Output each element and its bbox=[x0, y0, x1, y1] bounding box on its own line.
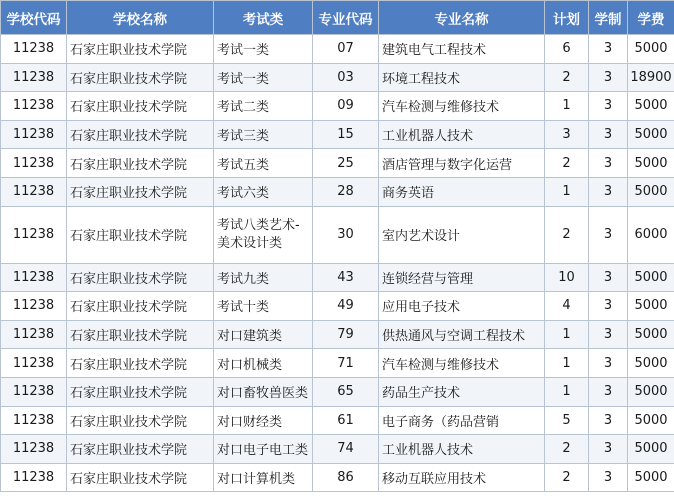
cell-major-code: 28 bbox=[313, 177, 379, 206]
cell-duration: 3 bbox=[589, 377, 628, 406]
cell-plan: 5 bbox=[545, 406, 589, 435]
cell-exam-category: 考试九类 bbox=[214, 263, 313, 292]
cell-school-code: 11238 bbox=[1, 206, 67, 263]
cell-major-name: 汽车检测与维修技术 bbox=[379, 92, 545, 121]
cell-major-code: 86 bbox=[313, 463, 379, 492]
cell-school-code: 11238 bbox=[1, 149, 67, 178]
header-school-code: 学校代码 bbox=[1, 1, 67, 35]
cell-tuition: 5000 bbox=[628, 320, 674, 349]
cell-tuition: 6000 bbox=[628, 206, 674, 263]
cell-school-name: 石家庄职业技术学院 bbox=[67, 406, 214, 435]
cell-major-name: 应用电子技术 bbox=[379, 292, 545, 321]
cell-major-name: 工业机器人技术 bbox=[379, 435, 545, 464]
cell-major-code: 61 bbox=[313, 406, 379, 435]
table-row bbox=[1, 35, 674, 64]
cell-plan: 1 bbox=[545, 377, 589, 406]
cell-major-code: 79 bbox=[313, 320, 379, 349]
cell-exam-category: 考试二类 bbox=[214, 92, 313, 121]
cell-major-code: 74 bbox=[313, 435, 379, 464]
table-row bbox=[1, 149, 674, 178]
header-major-code: 专业代码 bbox=[313, 1, 379, 35]
cell-major-code: 09 bbox=[313, 92, 379, 121]
cell-plan: 2 bbox=[545, 149, 589, 178]
cell-plan: 1 bbox=[545, 349, 589, 378]
table-row bbox=[1, 320, 674, 349]
cell-school-name: 石家庄职业技术学院 bbox=[67, 292, 214, 321]
cell-major-name: 药品生产技术 bbox=[379, 377, 545, 406]
cell-duration: 3 bbox=[589, 349, 628, 378]
cell-duration: 3 bbox=[589, 292, 628, 321]
table-row bbox=[1, 463, 674, 492]
cell-school-code: 11238 bbox=[1, 463, 67, 492]
cell-school-name: 石家庄职业技术学院 bbox=[67, 177, 214, 206]
cell-exam-category: 对口畜牧兽医类 bbox=[214, 377, 313, 406]
cell-tuition: 5000 bbox=[628, 92, 674, 121]
table-row bbox=[1, 206, 674, 263]
cell-plan: 2 bbox=[545, 463, 589, 492]
cell-exam-category: 对口计算机类 bbox=[214, 463, 313, 492]
table-header bbox=[1, 1, 674, 35]
cell-major-code: 71 bbox=[313, 349, 379, 378]
cell-tuition: 5000 bbox=[628, 463, 674, 492]
cell-major-code: 15 bbox=[313, 120, 379, 149]
table-row bbox=[1, 263, 674, 292]
cell-major-name: 连锁经营与管理 bbox=[379, 263, 545, 292]
cell-major-name: 室内艺术设计 bbox=[379, 206, 545, 263]
cell-major-name: 供热通风与空调工程技术 bbox=[379, 320, 545, 349]
cell-school-name: 石家庄职业技术学院 bbox=[67, 463, 214, 492]
header-school-name: 学校名称 bbox=[67, 1, 214, 35]
cell-exam-category: 考试一类 bbox=[214, 63, 313, 92]
cell-exam-category: 对口建筑类 bbox=[214, 320, 313, 349]
cell-school-code: 11238 bbox=[1, 92, 67, 121]
cell-duration: 3 bbox=[589, 149, 628, 178]
cell-major-name: 汽车检测与维修技术 bbox=[379, 349, 545, 378]
table-row bbox=[1, 377, 674, 406]
cell-major-name: 建筑电气工程技术 bbox=[379, 35, 545, 64]
cell-plan: 1 bbox=[545, 320, 589, 349]
cell-duration: 3 bbox=[589, 35, 628, 64]
cell-school-name: 石家庄职业技术学院 bbox=[67, 435, 214, 464]
cell-school-code: 11238 bbox=[1, 320, 67, 349]
cell-major-code: 30 bbox=[313, 206, 379, 263]
cell-plan: 2 bbox=[545, 206, 589, 263]
cell-plan: 1 bbox=[545, 177, 589, 206]
cell-school-name: 石家庄职业技术学院 bbox=[67, 149, 214, 178]
cell-major-code: 43 bbox=[313, 263, 379, 292]
cell-exam-category: 考试八类艺术-美术设计类 bbox=[214, 206, 313, 263]
cell-school-code: 11238 bbox=[1, 377, 67, 406]
cell-tuition: 5000 bbox=[628, 149, 674, 178]
cell-duration: 3 bbox=[589, 320, 628, 349]
cell-duration: 3 bbox=[589, 92, 628, 121]
cell-school-name: 石家庄职业技术学院 bbox=[67, 320, 214, 349]
cell-major-name: 移动互联应用技术 bbox=[379, 463, 545, 492]
cell-school-code: 11238 bbox=[1, 435, 67, 464]
cell-school-name: 石家庄职业技术学院 bbox=[67, 63, 214, 92]
cell-major-code: 65 bbox=[313, 377, 379, 406]
cell-plan: 10 bbox=[545, 263, 589, 292]
cell-school-name: 石家庄职业技术学院 bbox=[67, 206, 214, 263]
header-plan: 计划 bbox=[545, 1, 589, 35]
cell-exam-category: 考试三类 bbox=[214, 120, 313, 149]
table-row bbox=[1, 177, 674, 206]
header-tuition: 学费 bbox=[628, 1, 674, 35]
cell-major-code: 49 bbox=[313, 292, 379, 321]
cell-duration: 3 bbox=[589, 206, 628, 263]
cell-tuition: 5000 bbox=[628, 406, 674, 435]
cell-school-code: 11238 bbox=[1, 35, 67, 64]
header-major-name: 专业名称 bbox=[379, 1, 545, 35]
cell-plan: 1 bbox=[545, 92, 589, 121]
cell-tuition: 5000 bbox=[628, 263, 674, 292]
cell-plan: 3 bbox=[545, 120, 589, 149]
table-row bbox=[1, 406, 674, 435]
cell-duration: 3 bbox=[589, 263, 628, 292]
cell-tuition: 5000 bbox=[628, 377, 674, 406]
header-row bbox=[1, 1, 674, 35]
header-duration: 学制 bbox=[589, 1, 628, 35]
cell-school-code: 11238 bbox=[1, 349, 67, 378]
cell-exam-category: 对口机械类 bbox=[214, 349, 313, 378]
cell-tuition: 5000 bbox=[628, 177, 674, 206]
cell-major-code: 07 bbox=[313, 35, 379, 64]
cell-school-name: 石家庄职业技术学院 bbox=[67, 349, 214, 378]
cell-plan: 2 bbox=[545, 435, 589, 464]
cell-major-code: 25 bbox=[313, 149, 379, 178]
cell-school-name: 石家庄职业技术学院 bbox=[67, 92, 214, 121]
table-row bbox=[1, 349, 674, 378]
cell-major-name: 电子商务（药品营销 bbox=[379, 406, 545, 435]
cell-tuition: 18900 bbox=[628, 63, 674, 92]
cell-tuition: 5000 bbox=[628, 349, 674, 378]
cell-exam-category: 考试一类 bbox=[214, 35, 313, 64]
cell-major-name: 酒店管理与数字化运营 bbox=[379, 149, 545, 178]
cell-tuition: 5000 bbox=[628, 292, 674, 321]
cell-duration: 3 bbox=[589, 177, 628, 206]
cell-plan: 6 bbox=[545, 35, 589, 64]
table-row bbox=[1, 120, 674, 149]
cell-exam-category: 对口电子电工类 bbox=[214, 435, 313, 464]
cell-tuition: 5000 bbox=[628, 35, 674, 64]
cell-exam-category: 考试五类 bbox=[214, 149, 313, 178]
cell-school-name: 石家庄职业技术学院 bbox=[67, 263, 214, 292]
cell-plan: 2 bbox=[545, 63, 589, 92]
cell-school-code: 11238 bbox=[1, 406, 67, 435]
table-row bbox=[1, 63, 674, 92]
cell-school-name: 石家庄职业技术学院 bbox=[67, 35, 214, 64]
cell-school-name: 石家庄职业技术学院 bbox=[67, 120, 214, 149]
cell-school-name: 石家庄职业技术学院 bbox=[67, 377, 214, 406]
cell-duration: 3 bbox=[589, 463, 628, 492]
cell-exam-category: 考试十类 bbox=[214, 292, 313, 321]
cell-major-name: 工业机器人技术 bbox=[379, 120, 545, 149]
table-row bbox=[1, 435, 674, 464]
cell-tuition: 5000 bbox=[628, 435, 674, 464]
cell-school-code: 11238 bbox=[1, 292, 67, 321]
cell-duration: 3 bbox=[589, 406, 628, 435]
cell-major-code: 03 bbox=[313, 63, 379, 92]
cell-exam-category: 考试六类 bbox=[214, 177, 313, 206]
cell-plan: 4 bbox=[545, 292, 589, 321]
cell-major-name: 环境工程技术 bbox=[379, 63, 545, 92]
cell-exam-category: 对口财经类 bbox=[214, 406, 313, 435]
cell-school-code: 11238 bbox=[1, 120, 67, 149]
cell-duration: 3 bbox=[589, 120, 628, 149]
cell-tuition: 5000 bbox=[628, 120, 674, 149]
table-body bbox=[1, 35, 674, 492]
cell-school-code: 11238 bbox=[1, 63, 67, 92]
cell-school-code: 11238 bbox=[1, 263, 67, 292]
cell-duration: 3 bbox=[589, 435, 628, 464]
cell-major-name: 商务英语 bbox=[379, 177, 545, 206]
header-exam-category: 考试类 bbox=[214, 1, 313, 35]
table-row bbox=[1, 292, 674, 321]
cell-school-code: 11238 bbox=[1, 177, 67, 206]
table-row bbox=[1, 92, 674, 121]
cell-duration: 3 bbox=[589, 63, 628, 92]
